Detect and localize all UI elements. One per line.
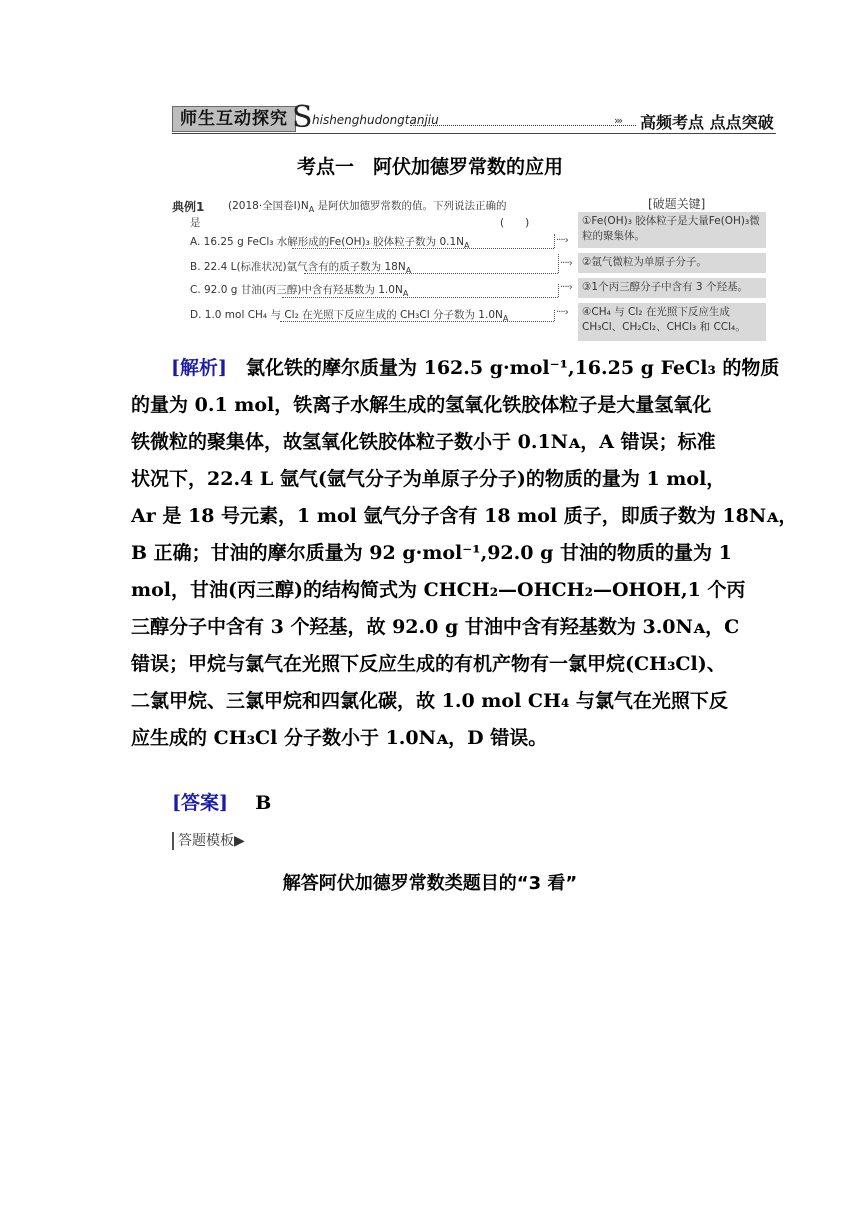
hint-1: ①Fe(OH)₃ 胶体粒子是大量Fe(OH)₃微粒的聚集体。 bbox=[578, 212, 766, 248]
analysis-line: [解析] 氯化铁的摩尔质量为 162.5 g·mol⁻¹,16.25 g FeCl₃ 的物质 bbox=[171, 357, 780, 379]
connector-a-up bbox=[554, 234, 555, 248]
chevrons-icon: ››› bbox=[614, 114, 622, 127]
connector-b bbox=[304, 273, 558, 274]
option-a: A. 16.25 g FeCl₃ 水解形成的Fe(OH)₃ 胶体粒子数为 $0.1N_A$ bbox=[190, 236, 470, 251]
option-b: B. 22.4 L(标准状况)氩气含有的质子数为 $18N_A$ bbox=[190, 261, 412, 276]
answer-blank: ( ) bbox=[500, 217, 530, 229]
analysis-line: 三醇分子中含有 3 个羟基，故 92.0 g 甘油中含有羟基数为 3.0Nᴀ，C bbox=[131, 616, 740, 638]
banner-big-letter: S bbox=[292, 100, 313, 135]
hint-4: ④CH₄ 与 Cl₂ 在光照下反应生成CH₃Cl、CH₂Cl₂、CHCl₃ 和 CCl₄。 bbox=[578, 303, 766, 341]
analysis-line: 二氯甲烷、三氯甲烷和四氯化碳，故 1.0 mol CH₄ 与氯气在光照下反 bbox=[131, 690, 728, 712]
analysis-line: B 正确；甘油的摩尔质量为 92 g·mol⁻¹,92.0 g 甘油的物质的量为 1 bbox=[131, 542, 732, 564]
section-banner bbox=[172, 100, 776, 135]
analysis-line: 状况下，22.4 L 氩气(氩气分子为单原子分子)的物质的量为 1 mol， bbox=[131, 468, 726, 490]
example-stem: (2018·全国卷$Ⅰ)N_A$ 是阿伏加德罗常数的值。下列说法正确的 bbox=[228, 200, 507, 215]
banner-pinyin: hishenghudongtanjiu bbox=[312, 113, 439, 127]
section-title: 考点一 阿伏加德罗常数的应用 bbox=[296, 156, 563, 178]
answer-tag: [答案] bbox=[172, 792, 228, 814]
connector-a bbox=[292, 248, 554, 249]
analysis-line: 铁微粒的聚集体，故氢氧化铁胶体粒子数小于 0.1Nᴀ，A 错误；标准 bbox=[131, 431, 716, 453]
analysis-paragraph bbox=[131, 350, 798, 757]
analysis-lead: [解析] bbox=[171, 357, 227, 379]
analysis-line: 错误；甲烷与氯气在光照下反应生成的有机产物有一氯甲烷(CH₃Cl)、 bbox=[131, 653, 726, 675]
arrow-icon: ····› bbox=[560, 282, 572, 293]
hint-3: ③1个丙三醇分子中含有 3 个羟基。 bbox=[578, 278, 766, 298]
template-label: 答题模板▶ bbox=[172, 832, 245, 850]
template-title: 解答阿伏加德罗常数类题目的“3 看” bbox=[282, 873, 578, 894]
example-label: 典例1 bbox=[172, 200, 205, 214]
option-c: C. 92.0 g 甘油(丙三醇)中含有羟基数为 $1.0N_A$ bbox=[190, 284, 409, 299]
hint-title: [破题关键] bbox=[648, 197, 706, 211]
arrow-icon: ····› bbox=[560, 258, 572, 269]
analysis-line: 的量为 0.1 mol，铁离子水解生成的氢氧化铁胶体粒子是大量氢氧化 bbox=[131, 394, 712, 416]
analysis-line: 应生成的 CH₃Cl 分子数小于 1.0Nᴀ，D 错误。 bbox=[131, 727, 548, 749]
connector-d-up bbox=[554, 310, 555, 321]
answer-line bbox=[172, 788, 271, 815]
banner-tab-label: 师生互动探究 bbox=[172, 106, 296, 132]
option-d: D. 1.0 mol CH₄ 与 Cl₂ 在光照下反应生成的 CH₃Cl 分子数为 $1.0N_A$ bbox=[190, 309, 509, 324]
banner-divider bbox=[172, 133, 776, 134]
connector-d bbox=[280, 321, 554, 322]
example-stem-end: 是 bbox=[190, 217, 201, 229]
banner-dotted-line bbox=[410, 125, 636, 126]
answer-value: B bbox=[255, 792, 272, 814]
example-figure bbox=[172, 190, 768, 342]
analysis-line: Ar 是 18 号元素，1 mol 氩气分子含有 18 mol 质子，即质子数为 18Nᴀ， bbox=[131, 505, 798, 527]
hint-2: ②氩气微粒为单原子分子。 bbox=[578, 253, 766, 273]
arrow-icon: ····› bbox=[556, 307, 568, 318]
banner-right-label: 高频考点 点点突破 bbox=[640, 113, 774, 132]
arrow-icon: ····› bbox=[556, 235, 568, 246]
connector-c bbox=[282, 297, 558, 298]
connector-c-up bbox=[558, 284, 559, 297]
connector-b-up bbox=[558, 254, 559, 273]
analysis-line: mol，甘油(丙三醇)的结构简式为 CHCH₂—OHCH₂—OHOH,1 个丙 bbox=[131, 579, 746, 601]
